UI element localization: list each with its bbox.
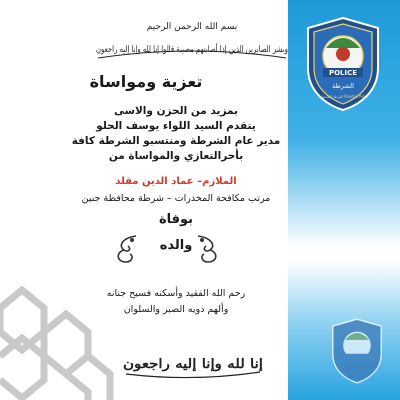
deceased-relative-name: الملازم– عماد الدين مقلد [115,176,237,187]
svg-text:إنا لله وإنا إليه راجعون: إنا لله وإنا إليه راجعون [123,357,264,372]
svg-text:الشرطة الفلسطينية Palestine Po: الشرطة الفلسطينية Palestine Police [318,94,376,99]
police-logo-watermark [330,316,384,386]
message-line: بأحرالتعازي والمواساة من [108,150,244,162]
prayer-line: وألهم ذويه الصبر والسلوان [123,304,229,315]
footer-calligraphy [118,342,268,382]
message-line: مدير عام الشرطة ومنتسبو الشرطة كافة [71,135,281,147]
police-logo [304,16,382,112]
basmala-calligraphy [92,14,348,64]
svg-text:الشرطة: الشرطة [332,82,354,90]
message-block [60,104,292,164]
relative-role: مرتب مكافحة المخدرات – شرطة محافظة جنين [81,193,271,204]
prayer-block [60,286,292,318]
prayer-line: رحم الله الفقيد وأسكنه فسيح جنانه [106,288,246,299]
death-label: بوفاة [158,212,194,227]
relation-label: والده [159,238,193,253]
page-title: تعزية ومواساة [89,72,203,91]
floral-ornament-icon [112,232,140,266]
svg-text:POLICE: POLICE [328,69,358,77]
message-line: يتقدم السيد اللواء يوسف الحلو [96,120,256,132]
message-line: بمزيد من الحزن والاسى [114,105,238,117]
svg-text:بسم الله الرحمن الرحيم: بسم الله الرحمن الرحيم [146,22,238,32]
floral-ornament-icon [194,232,222,266]
svg-text:وبشر الصابرين الذين إذا أصابته: وبشر الصابرين الذين إذا أصابتهم مصيبة قالوا إنا لله وإنا إليه راجعون [96,45,348,55]
